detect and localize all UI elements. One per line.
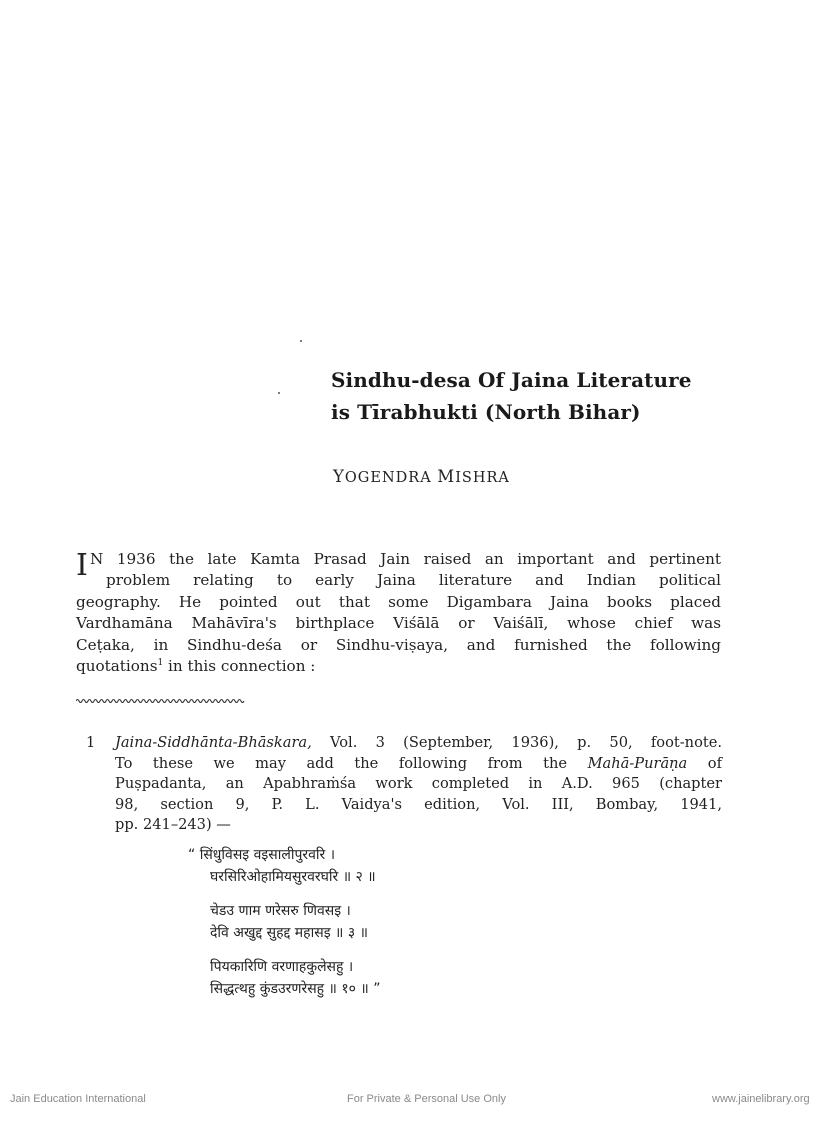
verse-line: चेडउ णाम णरेसरु णिवसइ ।	[210, 903, 351, 919]
verse-line: घरसिरिओहामियसुरवरघरि ॥ २ ॥	[210, 869, 376, 885]
verse-line: देवि अखुद्द सुहद्द महासइ ॥ ३ ॥	[210, 925, 368, 941]
footnote-line-5: pp. 241–243) —	[115, 816, 231, 834]
body-line-6-rest: in this connection :	[163, 657, 316, 676]
verse-stanza	[188, 900, 488, 944]
body-line-5: Ceṭaka, in Sindhu-deśa or Sindhu-viṣaya, and furnished the following	[76, 635, 721, 654]
footnote-number: 1	[86, 734, 96, 751]
title-line-2: is Tīrabhukti (North Bihar)	[331, 400, 641, 424]
scan-speck	[300, 340, 302, 342]
quotations-word: quotations	[76, 657, 158, 676]
article-title	[331, 364, 751, 428]
author-name	[333, 467, 510, 486]
verse-line: “ सिंधुविसइ वइसालीपुरवरि ।	[188, 847, 336, 863]
footnote-line-2	[115, 754, 722, 775]
footnote-line-1	[115, 733, 722, 754]
author-last-initial: M	[437, 467, 456, 486]
body-paragraph	[76, 549, 721, 677]
footnote-source-title: Jaina-Siddhānta-Bhāskara,	[115, 734, 312, 751]
scan-speck	[278, 392, 280, 394]
footnote-reference: 1	[157, 657, 164, 668]
body-line-1: N 1936 the late Kamta Prasad Jain raised an important and pertinent	[90, 550, 721, 568]
verse-quotation	[188, 844, 488, 1012]
title-line-1: Sindhu-desa Of Jaina Literature	[331, 368, 692, 392]
footnote-separator	[76, 696, 246, 706]
verse-line: पियकारिणि वरणाहकुलेसहु ।	[210, 959, 354, 975]
footer-site-link[interactable]: www.jainelibrary.org	[712, 1093, 810, 1105]
footnote-line-2-a: To these we may add the following from the	[115, 754, 588, 772]
author-first-rest: OGENDRA	[344, 470, 432, 486]
footer-left-text: Jain Education International	[10, 1093, 146, 1105]
body-line-3: geography. He pointed out that some Digambara Jaina books placed	[76, 592, 721, 611]
body-line-6	[76, 656, 721, 677]
footnote-work-title: Mahā-Purāṇa	[587, 754, 688, 772]
body-line-4: Vardhamāna Mahāvīra's birthplace Viśālā or Vaiśālī, whose chief was	[76, 614, 721, 633]
footnote-line-3: Puṣpadanta, an Apabhraṁśa work completed in A.D. 965 (chapter	[115, 775, 722, 793]
footnote-line-4: 98, section 9, P. L. Vaidya's edition, Vol. III, Bombay, 1941,	[115, 795, 722, 813]
verse-stanza	[188, 956, 488, 1000]
verse-line: सिद्धत्थहु कुंडउरणरेसहु ॥ १० ॥ ”	[210, 981, 381, 997]
author-last-rest: ISHRA	[455, 470, 510, 486]
drop-cap: I	[76, 548, 88, 583]
footer-center-text: For Private & Personal Use Only	[347, 1093, 506, 1105]
body-line-2: problem relating to early Jaina literature and Indian political	[106, 571, 721, 590]
author-first-initial: Y	[333, 467, 345, 486]
footnote-line-1-rest: Vol. 3 (September, 1936), p. 50, foot-note.	[311, 734, 722, 751]
footnote-line-2-b: of	[687, 754, 722, 772]
verse-stanza	[188, 844, 488, 888]
